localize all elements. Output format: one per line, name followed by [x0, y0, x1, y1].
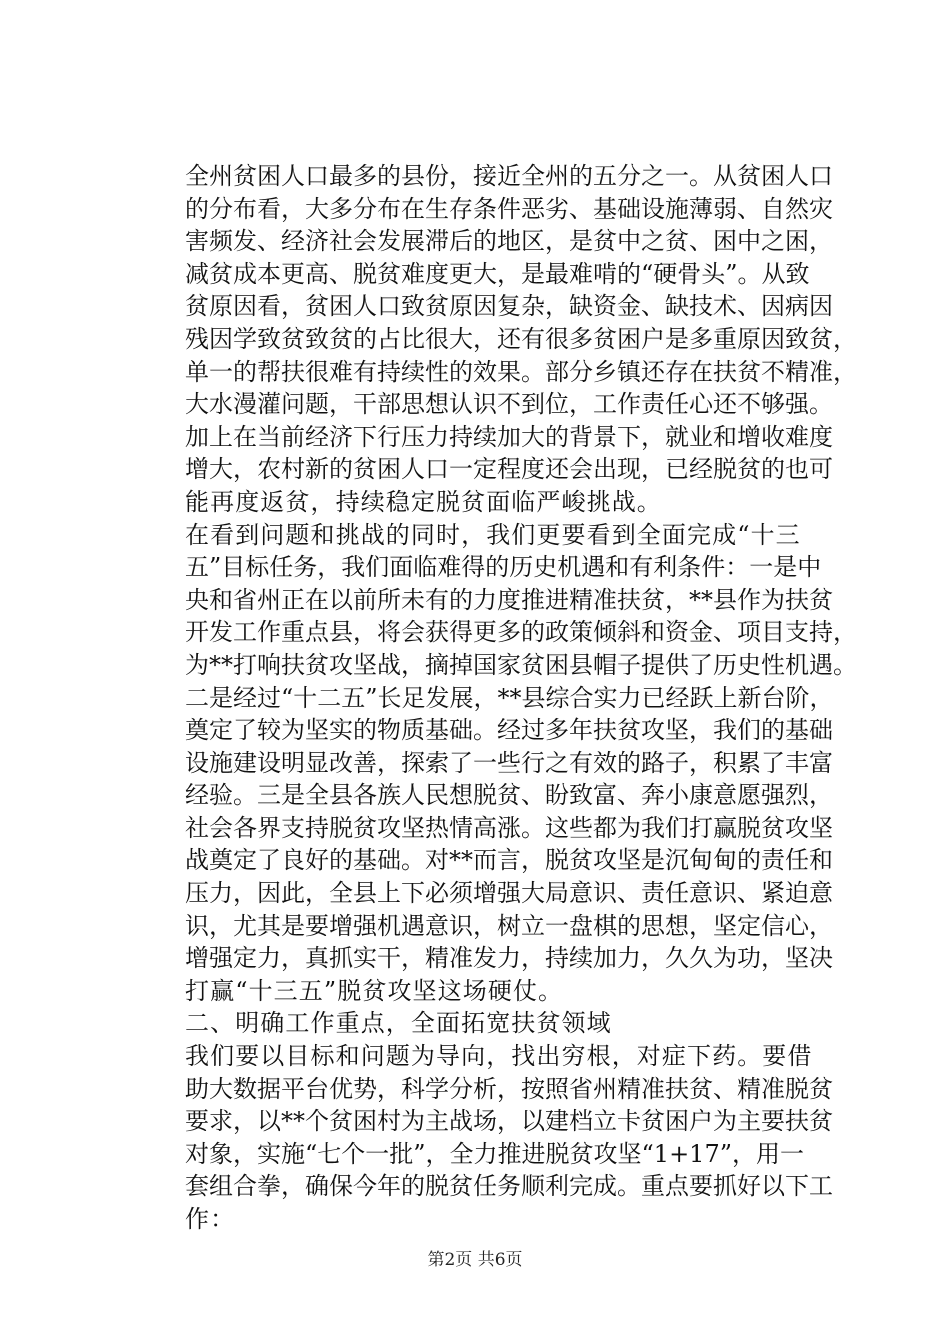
text-line: 为**打响扶贫攻坚战，摘掉国家贫困县帽子提供了历史性机遇。	[185, 650, 857, 679]
page-footer: 第2页 共6页	[427, 1250, 523, 1270]
text-line: 单一的帮扶很难有持续性的效果。部分乡镇还存在扶贫不精准，	[185, 357, 857, 386]
text-line: 在看到问题和挑战的同时，我们更要看到全面完成“十三	[185, 520, 801, 549]
text-line: 央和省州正在以前所未有的力度推进精准扶贫，**县作为扶贫	[185, 585, 833, 614]
text-line: 套组合拳，确保今年的脱贫任务顺利完成。重点要抓好以下工	[185, 1172, 833, 1201]
text-line: 打赢“十三五”脱贫攻坚这场硬仗。	[185, 976, 564, 1005]
text-line: 二是经过“十二五”长足发展，**县综合实力已经跃上新台阶，	[185, 683, 834, 712]
text-line: 要求，以**个贫困村为主战场，以建档立卡贫困户为主要扶贫	[185, 1107, 833, 1136]
text-line: 对象，实施“七个一批”，全力推进脱贫攻坚“1+17”，用一	[185, 1139, 804, 1168]
text-line: 增大，农村新的贫困人口一定程度还会出现，已经脱贫的也可	[185, 455, 833, 484]
text-line: 残因学致贫致贫的占比很大，还有很多贫困户是多重原因致贫，	[185, 324, 857, 353]
text-line: 五”目标任务，我们面临难得的历史机遇和有利条件：一是中	[185, 553, 822, 582]
text-line: 全州贫困人口最多的县份，接近全州的五分之一。从贫困人口	[185, 162, 833, 190]
text-line: 经验。三是全县各族人民想脱贫、盼致富、奔小康意愿强烈，	[185, 781, 833, 810]
text-line: 贫原因看，贫困人口致贫原因复杂，缺资金、缺技术、因病因	[185, 292, 833, 321]
body-text	[185, 160, 865, 1236]
text-line: 增强定力，真抓实干，精准发力，持续加力，久久为功，坚决	[185, 944, 833, 973]
text-line: 减贫成本更高、脱贫难度更大，是最难啃的“硬骨头”。从致	[185, 259, 810, 288]
text-line: 我们要以目标和问题为导向，找出穷根，对症下药。要借	[185, 1042, 813, 1071]
text-line: 奠定了较为坚实的物质基础。经过多年扶贫攻坚，我们的基础	[185, 716, 833, 745]
text-line: 压力，因此，全县上下必须增强大局意识、责任意识、紧迫意	[185, 879, 833, 908]
text-line: 能再度返贫，持续稳定脱贫面临严峻挑战。	[185, 487, 662, 516]
text-line: 开发工作重点县，将会获得更多的政策倾斜和资金、项目支持，	[185, 618, 857, 647]
text-line: 设施建设明显改善，探索了一些行之有效的路子，积累了丰富	[185, 748, 833, 777]
text-line: 加上在当前经济下行压力持续加大的背景下，就业和增收难度	[185, 422, 833, 451]
text-line: 识，尤其是要增强机遇意识，树立一盘棋的思想，坚定信心，	[185, 911, 833, 940]
text-line: 的分布看，大多分布在生存条件恶劣、基础设施薄弱、自然灾	[185, 194, 833, 223]
text-line: 作：	[185, 1205, 236, 1233]
text-line: 社会各界支持脱贫攻坚热情高涨。这些都为我们打赢脱贫攻坚	[185, 813, 833, 842]
text-line: 战奠定了良好的基础。对**而言，脱贫攻坚是沉甸甸的责任和	[185, 846, 833, 875]
text-line: 害频发、经济社会发展滞后的地区，是贫中之贫、困中之困，	[185, 227, 833, 256]
text-line: 二、明确工作重点，全面拓宽扶贫领域	[185, 1009, 612, 1038]
text-line: 助大数据平台优势，科学分析，按照省州精准扶贫、精准脱贫	[185, 1074, 833, 1103]
text-line: 大水漫灌问题，干部思想认识不到位，工作责任心还不够强。	[185, 390, 833, 419]
